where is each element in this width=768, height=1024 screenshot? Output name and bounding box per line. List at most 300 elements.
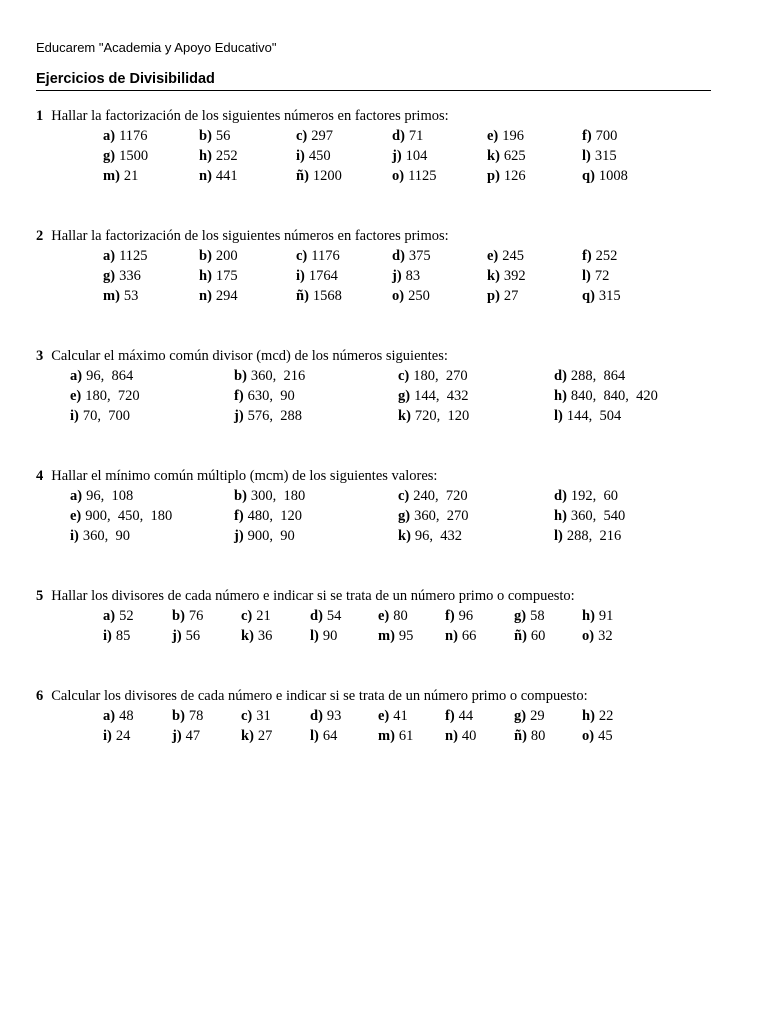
item-value: 96, 864	[86, 368, 134, 384]
exercise-item	[70, 408, 130, 425]
item-value: 180, 720	[85, 388, 140, 404]
item-value: 196	[502, 128, 525, 144]
item-row	[0, 148, 768, 168]
exercise-prompt	[36, 468, 437, 485]
item-label: c)	[296, 248, 308, 264]
item-value: 56	[215, 128, 231, 144]
item-row	[0, 388, 768, 408]
item-value: 360, 90	[82, 528, 130, 544]
item-label: j)	[172, 728, 182, 744]
item-value: 96, 432	[414, 528, 463, 544]
item-label: a)	[70, 368, 83, 384]
item-value: 297	[311, 128, 334, 144]
item-label: i)	[103, 728, 112, 744]
item-label: d)	[310, 608, 323, 624]
item-value: 360, 216	[250, 368, 306, 384]
item-value: 144, 432	[414, 388, 469, 404]
item-value: 1500	[119, 148, 149, 164]
exercise-item	[172, 608, 203, 625]
item-label: h)	[582, 608, 595, 624]
item-label: d)	[554, 488, 567, 504]
exercise-item	[103, 128, 148, 145]
exercise-number: 3	[36, 348, 44, 364]
exercise-instruction: Calcular los divisores de cada número e indicar si se trata de un número primo o compuesto:	[51, 688, 588, 704]
item-label: o)	[582, 628, 595, 644]
exercise-item	[378, 708, 408, 725]
exercise-item	[582, 708, 613, 725]
exercise-item	[234, 388, 295, 405]
item-row	[0, 728, 768, 748]
exercise-item	[445, 708, 473, 725]
item-value: 392	[503, 268, 526, 284]
item-label: a)	[70, 488, 83, 504]
item-row	[0, 128, 768, 148]
item-label: d)	[392, 128, 405, 144]
item-label: a)	[103, 248, 116, 264]
item-value: 200	[215, 248, 238, 264]
item-label: f)	[234, 508, 244, 524]
exercise-item	[296, 168, 342, 185]
exercise-item	[487, 268, 526, 285]
item-label: b)	[199, 128, 212, 144]
item-row	[0, 368, 768, 388]
item-label: i)	[70, 528, 79, 544]
exercise-item	[296, 248, 340, 265]
page-header: Educarem "Academia y Apoyo Educativo"	[36, 40, 277, 55]
item-label: k)	[241, 728, 254, 744]
item-label: l)	[554, 408, 563, 424]
item-value: 93	[326, 708, 342, 724]
exercise-item	[172, 708, 203, 725]
item-value: 31	[256, 708, 271, 724]
item-label: l)	[310, 728, 319, 744]
exercise-instruction: Hallar los divisores de cada número e indicar si se trata de un número primo o compuesto:	[51, 588, 575, 604]
item-value: 576, 288	[247, 408, 303, 424]
item-label: ñ)	[296, 288, 309, 304]
exercise-instruction: Calcular el máximo común divisor (mcd) de los números siguientes:	[51, 348, 448, 364]
item-value: 441	[215, 168, 238, 184]
exercise-item	[582, 288, 621, 305]
exercise-item	[514, 708, 545, 725]
exercise-prompt	[36, 228, 449, 245]
item-value: 300, 180	[250, 488, 306, 504]
item-label: o)	[392, 168, 405, 184]
item-value: 48	[119, 708, 134, 724]
item-label: b)	[172, 608, 185, 624]
item-value: 54	[326, 608, 342, 624]
item-value: 1764	[308, 268, 338, 284]
exercise-item	[310, 708, 341, 725]
item-label: f)	[445, 608, 455, 624]
item-label: h)	[554, 388, 567, 404]
item-label: d)	[392, 248, 405, 264]
exercise-item	[234, 508, 302, 525]
item-value: 27	[257, 728, 273, 744]
exercise-item	[445, 728, 476, 745]
item-label: g)	[514, 708, 527, 724]
exercise-item	[241, 728, 272, 745]
item-value: 29	[530, 708, 545, 724]
item-row	[0, 268, 768, 288]
exercise-item	[398, 368, 468, 385]
item-label: o)	[582, 728, 595, 744]
exercise-item	[199, 128, 230, 145]
item-value: 315	[594, 148, 617, 164]
item-value: 40	[461, 728, 477, 744]
item-label: i)	[296, 268, 305, 284]
item-label: m)	[378, 728, 395, 744]
item-label: b)	[172, 708, 185, 724]
item-value: 180, 270	[413, 368, 468, 384]
exercise-item	[582, 168, 628, 185]
item-label: c)	[241, 708, 253, 724]
exercise-item	[445, 628, 476, 645]
exercise-item	[172, 628, 200, 645]
exercise-item	[199, 168, 238, 185]
item-value: 720, 120	[414, 408, 470, 424]
exercise-item	[554, 488, 618, 505]
exercise-item	[103, 248, 148, 265]
item-label: l)	[310, 628, 319, 644]
item-value: 61	[398, 728, 414, 744]
item-label: b)	[234, 368, 247, 384]
item-value: 32	[598, 628, 613, 644]
item-label: n)	[199, 168, 212, 184]
exercise-item	[310, 628, 337, 645]
exercise-item	[296, 148, 331, 165]
exercise-instruction: Hallar la factorización de los siguientes números en factores primos:	[51, 108, 449, 124]
item-value: 72	[594, 268, 610, 284]
exercise-item	[554, 368, 625, 385]
item-label: q)	[582, 168, 595, 184]
item-label: j)	[172, 628, 182, 644]
item-label: c)	[296, 128, 308, 144]
item-value: 47	[185, 728, 201, 744]
item-value: 53	[123, 288, 139, 304]
item-value: 1176	[311, 248, 340, 264]
exercise-item	[103, 628, 130, 645]
item-label: h)	[582, 708, 595, 724]
item-row	[0, 168, 768, 188]
item-value: 21	[256, 608, 271, 624]
item-row	[0, 248, 768, 268]
item-value: 104	[405, 148, 428, 164]
item-value: 245	[502, 248, 525, 264]
exercise-item	[392, 128, 423, 145]
exercise-item	[70, 368, 133, 385]
exercise-item	[554, 528, 621, 545]
item-value: 56	[185, 628, 201, 644]
item-label: f)	[582, 248, 592, 264]
exercise-item	[392, 148, 427, 165]
item-label: c)	[398, 368, 410, 384]
item-label: i)	[103, 628, 112, 644]
exercise-item	[398, 528, 462, 545]
exercise-item	[582, 728, 613, 745]
exercise-item	[392, 268, 420, 285]
exercise-item	[199, 268, 238, 285]
item-label: k)	[241, 628, 254, 644]
item-value: 900, 90	[247, 528, 295, 544]
exercise-item	[296, 128, 333, 145]
item-label: e)	[70, 388, 82, 404]
item-value: 450	[308, 148, 331, 164]
item-label: a)	[103, 608, 116, 624]
exercise-item	[310, 728, 337, 745]
item-value: 126	[503, 168, 526, 184]
exercise-item	[310, 608, 341, 625]
item-value: 252	[595, 248, 618, 264]
item-value: 70, 700	[82, 408, 130, 424]
exercise-item	[582, 268, 609, 285]
item-label: f)	[582, 128, 592, 144]
exercise-item	[199, 288, 238, 305]
item-value: 1200	[312, 168, 342, 184]
item-value: 900, 450, 180	[85, 508, 173, 524]
exercise-item	[554, 508, 625, 525]
exercise-item	[70, 508, 172, 525]
item-label: c)	[398, 488, 410, 504]
item-value: 336	[119, 268, 141, 284]
item-value: 85	[115, 628, 131, 644]
item-value: 315	[598, 288, 621, 304]
exercise-item	[378, 608, 408, 625]
exercise-prompt	[36, 588, 575, 605]
exercise-item	[554, 388, 658, 405]
exercise-number: 6	[36, 688, 44, 704]
exercise-item	[378, 628, 413, 645]
item-row	[0, 628, 768, 648]
item-label: j)	[392, 268, 402, 284]
item-label: j)	[234, 408, 244, 424]
item-label: p)	[487, 168, 500, 184]
exercise-item	[234, 408, 302, 425]
item-value: 630, 90	[247, 388, 295, 404]
item-value: 80	[393, 608, 408, 624]
exercise-number: 4	[36, 468, 44, 484]
item-value: 41	[393, 708, 408, 724]
exercise-item	[487, 288, 518, 305]
item-value: 76	[188, 608, 204, 624]
item-value: 27	[503, 288, 519, 304]
exercise-item	[487, 148, 526, 165]
exercise-item	[241, 608, 271, 625]
exercise-item	[172, 728, 200, 745]
exercise-number: 2	[36, 228, 44, 244]
item-value: 78	[188, 708, 204, 724]
item-value: 52	[119, 608, 134, 624]
exercise-item	[445, 608, 473, 625]
exercise-item	[199, 248, 238, 265]
exercise-item	[392, 168, 437, 185]
item-label: k)	[398, 528, 411, 544]
item-value: 45	[598, 728, 613, 744]
item-value: 36	[257, 628, 273, 644]
exercise-item	[582, 248, 617, 265]
item-value: 91	[598, 608, 614, 624]
item-label: k)	[487, 148, 500, 164]
exercise-item	[392, 248, 431, 265]
exercise-item	[554, 408, 621, 425]
item-value: 71	[408, 128, 424, 144]
exercise-item	[296, 268, 338, 285]
item-row	[0, 508, 768, 528]
item-value: 250	[408, 288, 430, 304]
item-label: g)	[398, 388, 411, 404]
item-label: n)	[445, 628, 458, 644]
exercise-item	[392, 288, 430, 305]
exercise-instruction: Hallar la factorización de los siguientes números en factores primos:	[51, 228, 449, 244]
exercise-prompt	[36, 108, 449, 125]
item-label: g)	[103, 148, 116, 164]
exercise-item	[487, 128, 524, 145]
item-label: p)	[487, 288, 500, 304]
item-value: 24	[115, 728, 131, 744]
exercise-item	[398, 508, 468, 525]
item-label: l)	[582, 148, 591, 164]
item-label: n)	[199, 288, 212, 304]
item-label: b)	[199, 248, 212, 264]
item-value: 625	[503, 148, 526, 164]
item-label: ñ)	[296, 168, 309, 184]
exercise-item	[487, 168, 526, 185]
item-value: 83	[405, 268, 421, 284]
item-value: 480, 120	[247, 508, 303, 524]
item-label: g)	[103, 268, 116, 284]
exercise-item	[103, 168, 138, 185]
item-label: h)	[199, 148, 212, 164]
item-label: m)	[378, 628, 395, 644]
exercise-item	[487, 248, 524, 265]
item-value: 21	[123, 168, 139, 184]
item-label: o)	[392, 288, 405, 304]
item-value: 700	[595, 128, 618, 144]
item-row	[0, 608, 768, 628]
item-value: 64	[322, 728, 338, 744]
exercise-item	[234, 368, 305, 385]
item-label: ñ)	[514, 628, 527, 644]
exercise-item	[241, 708, 271, 725]
exercise-item	[398, 408, 469, 425]
exercise-item	[103, 288, 138, 305]
item-label: f)	[234, 388, 244, 404]
exercise-item	[70, 488, 133, 505]
item-label: e)	[487, 248, 499, 264]
item-label: i)	[296, 148, 305, 164]
exercise-number: 1	[36, 108, 44, 124]
item-value: 1125	[119, 248, 148, 264]
exercise-item	[514, 608, 545, 625]
item-label: i)	[70, 408, 79, 424]
exercise-item	[398, 488, 468, 505]
exercise-prompt	[36, 348, 448, 365]
item-value: 360, 270	[414, 508, 469, 524]
item-label: d)	[554, 368, 567, 384]
item-value: 252	[215, 148, 238, 164]
exercise-instruction: Hallar el mínimo común múltiplo (mcm) de los siguientes valores:	[51, 468, 438, 484]
exercise-item	[103, 608, 134, 625]
page-title: Ejercicios de Divisibilidad	[36, 71, 215, 87]
item-label: n)	[445, 728, 458, 744]
item-label: d)	[310, 708, 323, 724]
item-row	[0, 408, 768, 428]
exercise-item	[582, 628, 613, 645]
item-label: q)	[582, 288, 595, 304]
item-label: c)	[241, 608, 253, 624]
item-label: l)	[554, 528, 563, 544]
item-row	[0, 488, 768, 508]
item-label: f)	[445, 708, 455, 724]
item-value: 1568	[312, 288, 342, 304]
item-label: e)	[70, 508, 82, 524]
item-value: 192, 60	[570, 488, 619, 504]
exercise-item	[199, 148, 238, 165]
item-label: ñ)	[514, 728, 527, 744]
item-value: 288, 864	[570, 368, 626, 384]
exercise-number: 5	[36, 588, 44, 604]
exercise-item	[70, 388, 140, 405]
exercise-item	[234, 528, 295, 545]
item-label: e)	[378, 608, 390, 624]
item-value: 96, 108	[86, 488, 134, 504]
item-value: 288, 216	[566, 528, 622, 544]
item-label: m)	[103, 168, 120, 184]
item-value: 1125	[408, 168, 437, 184]
exercise-item	[103, 728, 130, 745]
item-row	[0, 708, 768, 728]
item-label: h)	[199, 268, 212, 284]
item-label: a)	[103, 128, 116, 144]
item-value: 44	[458, 708, 474, 724]
item-value: 360, 540	[570, 508, 626, 524]
exercise-prompt	[36, 688, 588, 705]
exercise-item	[103, 708, 134, 725]
item-value: 294	[215, 288, 238, 304]
item-value: 60	[530, 628, 546, 644]
item-value: 375	[408, 248, 431, 264]
exercise-item	[103, 148, 148, 165]
exercise-item	[241, 628, 272, 645]
item-label: j)	[392, 148, 402, 164]
exercise-item	[378, 728, 413, 745]
item-label: m)	[103, 288, 120, 304]
item-label: g)	[514, 608, 527, 624]
item-row	[0, 528, 768, 548]
item-value: 66	[461, 628, 477, 644]
exercise-item	[398, 388, 468, 405]
exercise-item	[103, 268, 141, 285]
exercise-item	[582, 128, 617, 145]
item-value: 90	[322, 628, 338, 644]
item-value: 58	[530, 608, 545, 624]
exercise-item	[582, 148, 617, 165]
exercise-item	[234, 488, 305, 505]
item-value: 96	[458, 608, 474, 624]
item-label: e)	[487, 128, 499, 144]
exercise-item	[70, 528, 130, 545]
item-label: b)	[234, 488, 247, 504]
exercise-item	[514, 728, 545, 745]
item-value: 1176	[119, 128, 148, 144]
item-label: a)	[103, 708, 116, 724]
item-value: 240, 720	[413, 488, 468, 504]
item-value: 175	[215, 268, 238, 284]
item-label: k)	[487, 268, 500, 284]
exercise-item	[296, 288, 342, 305]
item-value: 80	[530, 728, 546, 744]
item-label: k)	[398, 408, 411, 424]
exercise-item	[514, 628, 545, 645]
